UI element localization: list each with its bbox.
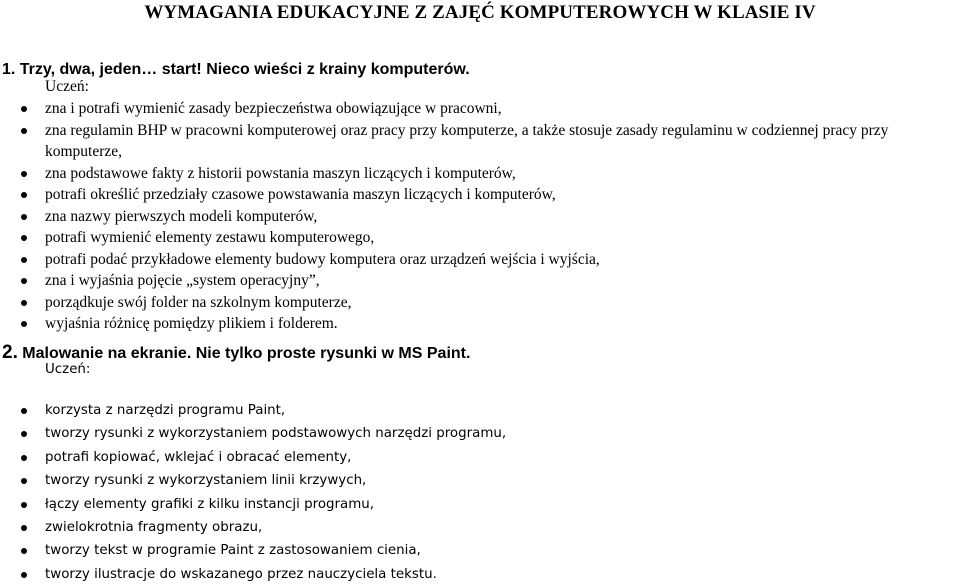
section-2-student-label: Uczeń:	[45, 362, 91, 377]
list-item: zwielokrotnia fragmenty obrazu,	[0, 516, 506, 539]
bullet-icon	[21, 525, 27, 531]
list-item: zna i wyjaśnia pojęcie „system operacyjny”,	[0, 270, 960, 292]
list-item: wyjaśnia różnicę pomiędzy plikiem i folderem.	[0, 313, 960, 335]
list-item: zna nazwy pierwszych modeli komputerów,	[0, 206, 960, 228]
bullet-icon	[21, 455, 27, 461]
bullet-icon	[21, 235, 27, 241]
list-item: tworzy ilustracje do wskazanego przez nauczyciela tekstu.	[0, 563, 506, 586]
bullet-icon	[21, 171, 27, 177]
list-item: porządkuje swój folder na szkolnym komputerze,	[0, 292, 960, 314]
bullet-icon	[21, 572, 27, 578]
list-item: tworzy rysunki z wykorzystaniem podstawowych narzędzi programu,	[0, 422, 506, 445]
bullet-icon	[21, 408, 27, 414]
section-2-list	[0, 399, 506, 586]
bullet-icon	[21, 278, 27, 284]
list-item: tworzy tekst w programie Paint z zastosowaniem cienia,	[0, 539, 506, 562]
bullet-icon	[21, 128, 27, 134]
section-2-heading	[2, 342, 470, 364]
list-item: potrafi wymienić elementy zestawu komputerowego,	[0, 227, 960, 249]
bullet-icon	[21, 300, 27, 306]
list-item: potrafi podać przykładowe elementy budowy komputera oraz urządzeń wejścia i wyjścia,	[0, 249, 960, 271]
bullet-icon	[21, 106, 27, 112]
list-item: zna regulamin BHP w pracowni komputerowej oraz pracy przy komputerze, a także stosuje zasady regulaminu w codziennej pracy przy komputerze,	[0, 120, 960, 163]
bullet-icon	[21, 192, 27, 198]
section-1-heading: 1. Trzy, dwa, jeden… start! Nieco wieści z krainy komputerów.	[2, 61, 470, 78]
bullet-icon	[21, 478, 27, 484]
bullet-icon	[21, 431, 27, 437]
bullet-icon	[21, 257, 27, 263]
document-title: WYMAGANIA EDUKACYJNE Z ZAJĘĆ KOMPUTEROWYCH W KLASIE IV	[144, 2, 816, 23]
list-item: potrafi określić przedziały czasowe powstawania maszyn liczących i komputerów,	[0, 184, 960, 206]
bullet-icon	[21, 321, 27, 327]
list-item: korzysta z narzędzi programu Paint,	[0, 399, 506, 422]
bullet-icon	[21, 548, 27, 554]
bullet-icon	[21, 502, 27, 508]
list-item: zna i potrafi wymienić zasady bezpieczeństwa obowiązujące w pracowni,	[0, 98, 960, 120]
section-2-title: Malowanie na ekranie. Nie tylko proste rysunki w MS Paint.	[17, 345, 471, 362]
section-1-student-label: Uczeń:	[45, 78, 89, 95]
list-item: łączy elementy grafiki z kilku instancji programu,	[0, 493, 506, 516]
list-item: tworzy rysunki z wykorzystaniem linii krzywych,	[0, 469, 506, 492]
section-1-list	[0, 98, 960, 335]
bullet-icon	[21, 214, 27, 220]
list-item: zna podstawowe fakty z historii powstania maszyn liczących i komputerów,	[0, 163, 960, 185]
section-2-number: 2.	[2, 342, 18, 363]
list-item: potrafi kopiować, wklejać i obracać elementy,	[0, 446, 506, 469]
